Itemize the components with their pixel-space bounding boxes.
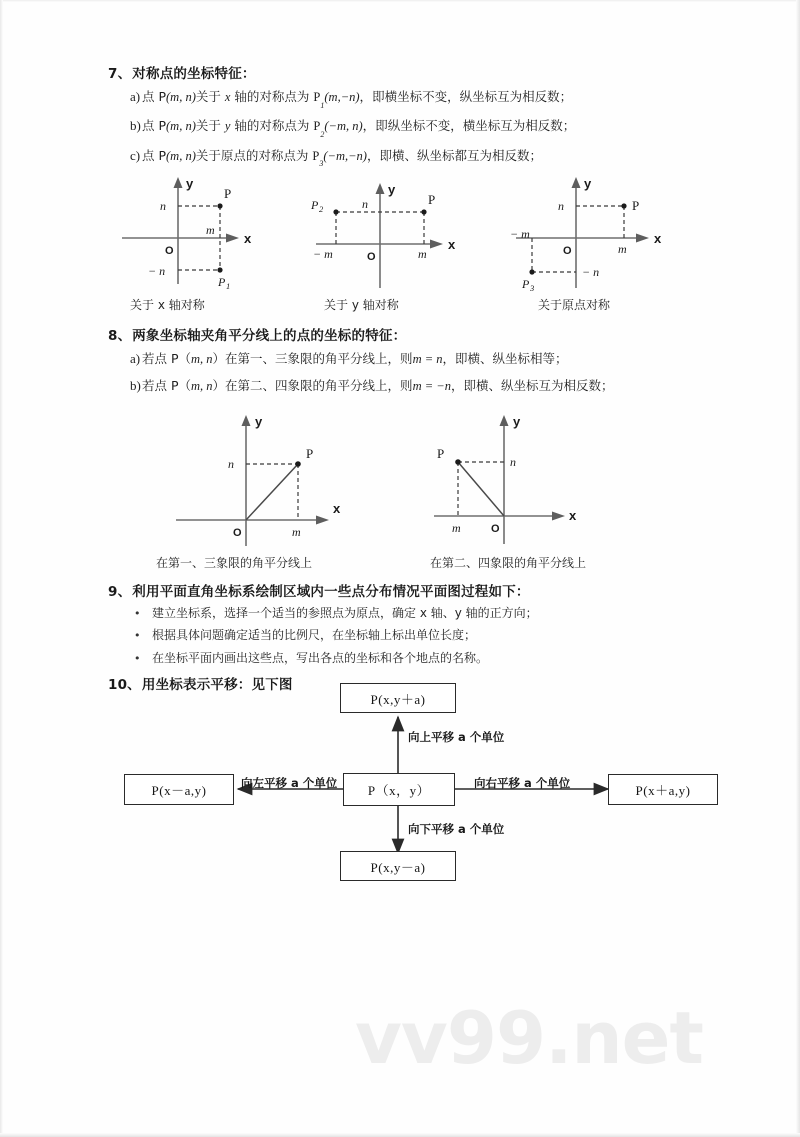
image-point [313,89,324,108]
section-8-figures [108,404,708,554]
text-mid2: 轴的对称点为 [234,89,310,104]
watermark: vv99.net [355,996,703,1080]
text-mid1: 关于 [195,147,221,163]
text-coord: (m, n) [166,119,196,134]
section-7-title: 对称点的坐标特征： [132,66,256,82]
section-9-heading [108,580,708,600]
section-8-number: 8、 [108,327,132,344]
image-point-coord: (m,−n) [324,90,360,104]
list-item-label: a) [130,350,141,366]
text-pre: 点 P [142,147,167,163]
diagram-x-axis-symmetry [122,176,252,291]
text-tail: ，即横、纵坐标相等； [442,350,568,366]
diagram-bisector-q1-q3 [176,414,341,546]
image-point-name: P [313,90,321,104]
bullet-text: 建立坐标系，选择一个适当的参照点为原点，确定 x 轴、y 轴的正方向； [152,605,538,620]
text-coord: m, n [191,351,213,366]
svg-text:y: y [584,175,592,191]
figure-caption: 关于原点对称 [538,297,611,312]
svg-text:x: x [569,507,577,523]
text-mid2: 轴的对称点为 [234,118,310,134]
svg-text:P: P [632,197,640,213]
svg-text:− n: − n [148,263,166,278]
svg-text:x: x [654,230,662,246]
svg-text:x: x [333,500,341,516]
bullet-icon: • [134,651,141,665]
flow-label-right: 向右平移 a 个单位 [474,776,571,791]
list-item [108,377,708,395]
list-item-body [142,118,708,137]
image-point-subscript: 3 [319,159,324,169]
svg-text:2: 2 [319,203,324,214]
text-axis: x [224,90,231,104]
text-comma: ， [359,89,373,104]
translation-flow-diagram [108,691,708,880]
list-item [108,147,708,167]
figure-caption: 在第一、三象限的角平分线上 [156,555,313,570]
svg-text:m: m [292,524,301,539]
flow-box-down: P(x,y－a) [340,851,456,881]
diagram-y-axis-symmetry [310,182,456,288]
bullet-icon: • [134,606,141,620]
section-9-title: 利用平面直角坐标系绘制区域内一些点分布情况平面图过程如下： [132,583,530,600]
section-7-number: 7、 [108,66,132,82]
svg-text:P: P [224,185,232,201]
text-tail: 即纵坐标不变，横坐标互为相反数； [375,118,576,134]
svg-text:O: O [233,526,242,539]
diagram-origin-symmetry [510,176,662,293]
text-equation: m = n [412,351,443,366]
svg-text:y: y [513,413,521,429]
text-equation: m = −n [412,378,451,393]
scan-edge-top [0,0,800,2]
svg-text:P: P [428,191,436,207]
section-7-figures [108,176,708,296]
section-10-number: 10、 [108,677,141,694]
svg-text:O: O [491,522,500,535]
list-item-label: b) [130,377,141,393]
svg-text:n: n [228,456,234,471]
text-tail: 即横、纵坐标都互为相反数； [379,147,542,163]
figure-caption: 在第二、四象限的角平分线上 [430,555,587,570]
list-item [108,606,708,622]
diagram-bisector-q2-q4 [434,414,577,544]
list-item [108,651,708,667]
svg-text:y: y [186,175,194,191]
image-point-coord: (−m, n) [324,119,363,134]
svg-text:m: m [206,222,215,237]
list-item-body [142,378,708,395]
svg-text:P: P [437,445,445,461]
text-coord: m, n [191,378,213,393]
bullet-text: 根据具体问题确定适当的比例尺，在坐标轴上标出单位长度； [152,628,477,643]
figure-caption: 关于 y 轴对称 [324,297,399,312]
svg-text:P: P [522,276,530,291]
svg-text:m: m [452,520,461,535]
svg-text:O: O [165,244,174,257]
image-point [312,148,323,167]
text-mid1: ）在第一、三象限的角平分线上，则 [212,350,413,366]
svg-text:3: 3 [530,282,535,293]
svg-text:n: n [160,198,166,213]
list-item [108,88,708,108]
section-8-heading [108,324,708,344]
text-pre: 若点 P（ [142,350,192,366]
flow-box-left: P(x－a,y) [124,774,234,805]
text-coord: (m, n) [166,90,196,104]
list-item-body [142,351,708,368]
text-coord: (m, n) [166,148,196,163]
bullet-icon: • [134,629,141,643]
scan-edge-bottom [0,1133,800,1137]
section-8-captions [108,554,708,576]
list-item [108,628,708,644]
svg-text:O: O [367,250,376,263]
text-tail: 即横坐标不变，纵坐标互为相反数； [372,89,573,104]
text-mid1: 关于 [195,118,221,134]
image-point [313,118,324,137]
text-axis: y [224,119,231,134]
svg-text:P: P [306,445,314,461]
image-point-subscript: 1 [320,100,325,110]
svg-text:n: n [558,198,564,213]
flow-box-center: P（x，y） [343,773,455,806]
symmetry-diagrams-svg [108,176,708,296]
scan-edge-left [0,0,3,1137]
svg-text:x: x [244,230,252,246]
svg-text:n: n [362,196,368,211]
flow-label-down: 向下平移 a 个单位 [408,822,505,837]
text-mid1: ）在第二、四象限的角平分线上，则 [212,377,413,393]
text-tail: ，即横、纵坐标互为相反数； [450,377,614,393]
text-comma: ， [362,118,376,134]
svg-text:y: y [255,413,263,429]
section-7-heading [108,62,708,82]
list-item [108,117,708,137]
list-item-body [142,148,708,167]
flow-label-up: 向上平移 a 个单位 [408,730,505,745]
section-8-title: 两象坐标轴夹角平分线上的点的坐标的特征： [132,327,407,344]
svg-text:− n: − n [582,264,600,279]
svg-text:P: P [218,274,226,289]
list-item-label: b) [130,118,141,134]
text-comma: ， [366,147,380,163]
section-9-number: 9、 [108,583,132,600]
section-7-list [108,88,708,167]
bisector-diagrams-svg [108,404,708,554]
bullet-text: 在坐标平面内画出这些点，写出各点的坐标和各个地点的名称。 [152,650,489,665]
list-item-label: a) [130,89,141,104]
section-7-captions [108,296,708,318]
text-pre: 点 P [142,118,167,134]
svg-text:x: x [448,236,456,252]
text-pre: 点 P [142,89,167,104]
image-point-name: P [312,148,320,163]
svg-text:− m: − m [313,246,333,261]
text-mid1: 关于 [195,89,221,104]
scan-edge-right [796,0,800,1137]
svg-text:m: m [418,246,427,261]
document-content [108,62,708,880]
figure-caption: 关于 x 轴对称 [130,297,205,312]
svg-text:− m: − m [510,226,530,241]
list-item-label: c) [130,147,141,163]
section-9-bullets [108,606,708,667]
section-8-list [108,350,708,395]
flow-label-left: 向左平移 a 个单位 [241,776,338,791]
flow-box-up: P(x,y＋a) [340,683,456,713]
image-point-subscript: 2 [320,129,325,139]
svg-text:n: n [510,454,516,469]
text-mid2: 原点的对称点为 [220,147,309,163]
image-point-name: P [313,119,321,134]
svg-text:P: P [311,197,319,212]
svg-text:m: m [618,241,627,256]
list-item [108,350,708,368]
section-10-title: 用坐标表示平移：见下图 [141,677,293,694]
flow-box-right: P(x＋a,y) [608,774,718,805]
image-point-coord: (−m,−n) [323,148,367,163]
svg-text:y: y [388,181,396,197]
svg-text:O: O [563,244,572,257]
text-pre: 若点 P（ [142,377,192,393]
list-item-body [142,89,708,108]
svg-text:1: 1 [226,280,231,291]
